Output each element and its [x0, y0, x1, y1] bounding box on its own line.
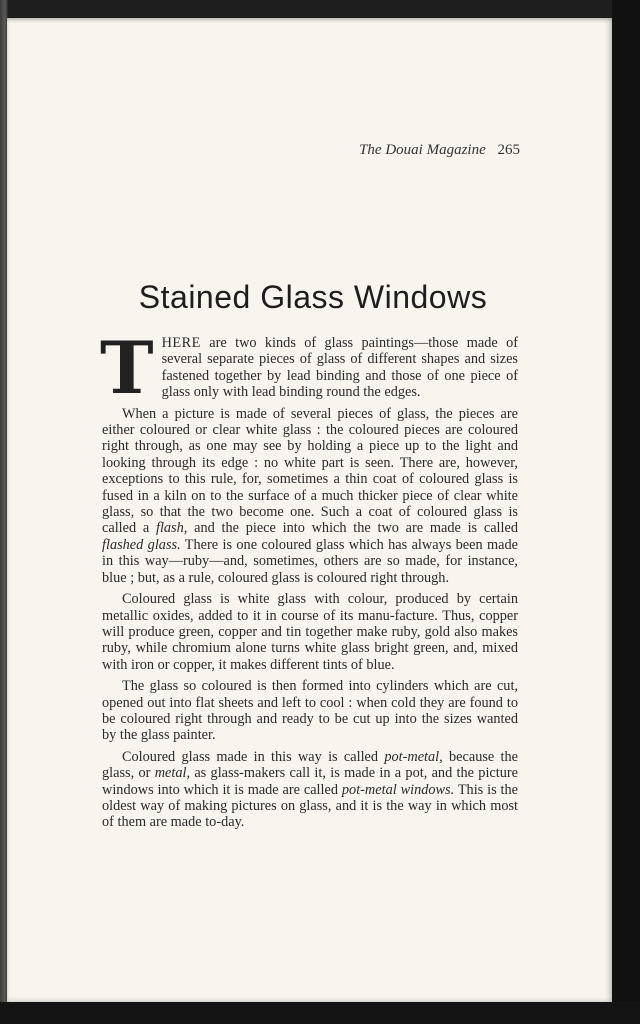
paragraph-3: Coloured glass is white glass with colour, produced by certain metallic oxides, added to it in course of its manu-facture. Thus, copper will produce green, copper and tin together make ruby, gold also makes ruby, while chromium alone turns white glass bright green, and, mixed with iron or copper, it makes different tints of blue. [102, 591, 518, 673]
book-board-right [612, 0, 640, 1024]
book-board-bottom [0, 1002, 640, 1024]
article-body [100, 325, 519, 836]
term-pot-metal-windows: pot-metal windows. [341, 781, 455, 798]
paragraph-5-text-b: because the glass, or [102, 748, 519, 782]
paragraph-4: The glass so coloured is then formed into cylinders which are cut, opened out into flat sheets and left to cool : when cold they are found to be coloured right through and ready to be cut up into the sizes wanted by the glass painter. [102, 678, 518, 744]
term-flashed-glass: flashed glass. [102, 536, 181, 553]
term-pot-metal: pot-metal, [384, 748, 443, 765]
paragraph-1 [100, 325, 518, 410]
paragraph-1-caps: HERE [161, 335, 201, 351]
paragraph-5-text-c: as glass-makers call it, is made in a pot, and the picture windows into which it is made are called [102, 765, 518, 798]
paragraph-5-text-d: This is the oldest way of making pictures on glass, and it is the way in which most of them are made to-day. [102, 781, 519, 831]
paragraph-5 [102, 749, 518, 831]
term-flash: flash, [155, 520, 188, 537]
page-number: 265 [497, 142, 520, 158]
paragraph-5-text-a: Coloured glass made in this way is called [122, 748, 385, 765]
running-header [330, 142, 520, 159]
paragraph-2-text-a: When a picture is made of several pieces of glass, the pieces are either coloured or clear white glass : the coloured pieces are coloured right through, as one may see by holding a piece up to the light and looking through its edge : no white part is seen. There are, however, exceptions to this rule, for, sometimes a thin coat of coloured glass is fused in a kiln on to the surface of a much thicker piece of clear white glass, so that the two become one. Such a coat of coloured glass is called a [102, 405, 518, 537]
paragraph-2-text-c: There is one coloured glass which has always been made in this way—ruby—and, sometimes, others are so made, for instance, blue ; but, as a rule, coloured glass is coloured right through. [102, 536, 518, 586]
article-title: Stained Glass Windows [138, 279, 488, 316]
drop-cap: T [100, 325, 154, 410]
magazine-name: The Douai Magazine [359, 142, 486, 158]
paragraph-2 [102, 406, 518, 586]
term-metal: metal, [154, 765, 191, 782]
paragraph-1-text: are two kinds of glass paintings—those made of several separate pieces of glass of different shapes and sizes fastened together by lead binding and those of one piece of glass only with lead binding round the edges. [161, 335, 518, 401]
paragraph-2-text-b: and the piece into which the two are made is called [187, 520, 518, 537]
